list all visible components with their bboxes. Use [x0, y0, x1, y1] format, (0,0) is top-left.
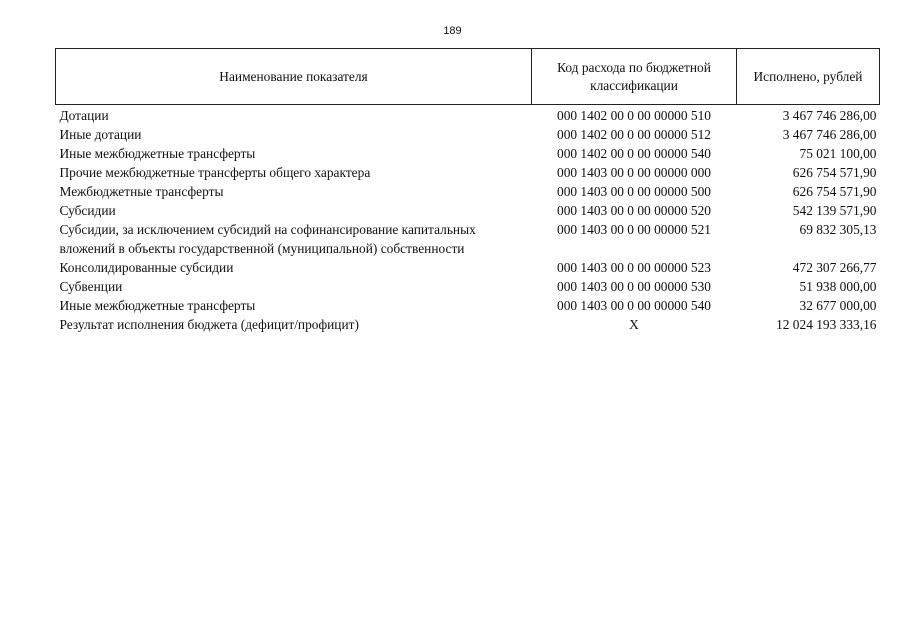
row-name: Иные межбюджетные трансферты [59, 298, 256, 313]
row-amount: 472 307 266,77 [792, 260, 877, 275]
row-code: 000 1403 00 0 00 00000 520 [557, 203, 711, 218]
header-expense-code: Код расхода по бюджетной классификации [532, 49, 737, 105]
row-name: Субсидии [59, 203, 116, 218]
row-name: Консолидированные субсидии [59, 260, 234, 275]
row-name: Иные межбюджетные трансферты [59, 146, 256, 161]
row-name: Результат исполнения бюджета (дефицит/профицит) [59, 317, 359, 332]
row-amount: 542 139 571,90 [792, 203, 877, 218]
row-code: 000 1403 00 0 00 00000 521 [557, 222, 711, 237]
row-amount: 75 021 100,00 [799, 146, 877, 161]
row-amount: 69 832 305,13 [799, 222, 877, 237]
row-amount: 626 754 571,90 [792, 165, 877, 180]
row-code: 000 1403 00 0 00 00000 000 [557, 165, 711, 180]
header-indicator-name: Наименование показателя [56, 49, 532, 105]
row-name: Дотации [59, 108, 109, 123]
table-header-row [56, 49, 880, 105]
budget-execution-table [55, 48, 880, 334]
row-amount: 626 754 571,90 [792, 184, 877, 199]
row-code: X [629, 317, 639, 332]
row-amount: 51 938 000,00 [799, 279, 877, 294]
row-code: 000 1402 00 0 00 00000 510 [557, 108, 711, 123]
row-name: Субвенции [59, 279, 123, 294]
table-row [56, 296, 880, 315]
table-row [56, 220, 880, 258]
row-name: Иные дотации [59, 127, 142, 142]
row-amount: 32 677 000,00 [799, 298, 877, 313]
row-amount: 3 467 746 286,00 [782, 108, 877, 123]
page-number: 189 [443, 25, 462, 37]
table-row [56, 258, 880, 277]
table-row [56, 182, 880, 201]
table-row [56, 315, 880, 334]
table-row [56, 105, 880, 126]
row-code: 000 1403 00 0 00 00000 523 [557, 260, 711, 275]
row-amount: 12 024 193 333,16 [776, 317, 877, 332]
row-code: 000 1403 00 0 00 00000 540 [557, 298, 711, 313]
row-code: 000 1402 00 0 00 00000 540 [557, 146, 711, 161]
row-amount: 3 467 746 286,00 [782, 127, 877, 142]
table-row [56, 201, 880, 220]
header-executed-amount: Исполнено, рублей [737, 49, 880, 105]
table-row [56, 277, 880, 296]
table-row [56, 144, 880, 163]
row-code: 000 1403 00 0 00 00000 530 [557, 279, 711, 294]
row-code: 000 1402 00 0 00 00000 512 [557, 127, 711, 142]
row-name: Межбюджетные трансферты [59, 184, 224, 199]
row-name: Прочие межбюджетные трансферты общего характера [59, 165, 371, 180]
row-code: 000 1403 00 0 00 00000 500 [557, 184, 711, 199]
table-row [56, 125, 880, 144]
table-row [56, 163, 880, 182]
row-name: Субсидии, за исключением субсидий на софинансирование капитальных вложений в объекты государственной (муниципальной) собственности [59, 222, 476, 256]
